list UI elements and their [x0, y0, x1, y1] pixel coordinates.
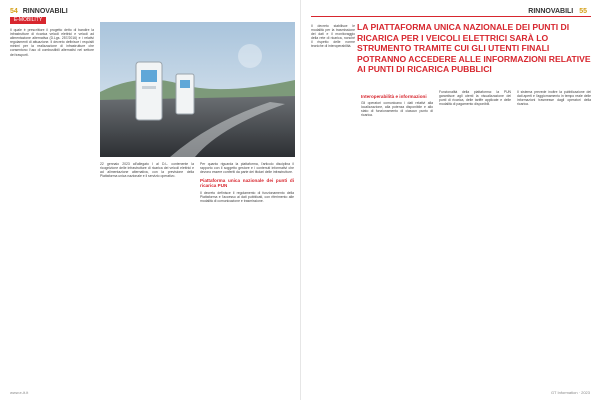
right-column-2: [439, 90, 511, 390]
right-column-3-text: Il sistema prevede inoltre la pubblicazione dei dati aperti e l'aggiornamento in tempo reale delle informazioni trasmesse dagli operatori della ricarica.: [517, 90, 591, 107]
left-column-3-text: Per quanto riguarda la piattaforma, l'articolo disciplina il rapporto con il soggetto gestore e i contenuti informativi che devono essere conferiti da parte dei titolari delle infrastrutture.: [200, 162, 294, 175]
right-column-1: [361, 90, 433, 390]
right-column-narrow-text: Il decreto stabilisce le modalità per la trasmissione dei dati e il monitoraggio della rete di ricarica, nonché il rispetto delle norme tecniche di interoperabilità.: [311, 24, 355, 49]
right-column-2-text: Funzionalità della piattaforma: la PUN garantisce agli utenti la visualizzazione dei punti di ricarica, delle tariffe applicate e delle modalità di pagamento disponibili.: [439, 90, 511, 107]
left-page-header: [10, 8, 68, 15]
left-column-2: [100, 162, 194, 390]
left-column-1: [10, 28, 94, 390]
left-column-3-text-after: Il decreto definisce il regolamento di funzionamento della Piattaforma e l'accesso ai dati pubblicati, con riferimento alle modalità di comunicazione e trasmissione.: [200, 190, 294, 203]
right-subheading: Interoperabilità e informazioni: [361, 94, 427, 99]
section-tag: E-MOBILITY: [10, 17, 46, 24]
left-column-2-text: 22 gennaio 2023 all'allegato I al D.L. contenente la ricognizione delle infrastrutture di ricarica dei veicoli elettrici e ad alimentazione alternativa, con la previsione della Piattaforma unica nazionale e il servizio operativo.: [100, 162, 194, 179]
left-footer: www.e-it.it: [10, 390, 29, 395]
header-rule: [311, 16, 591, 17]
article-pull-quote: LA PIATTAFORMA UNICA NAZIONALE DEI PUNTI DI RICARICA PER I VEICOLI ELETTRICI SARÀ LO STRUMENTO TRAMITE CUI GLI UTENTI FINALI POTRANNO ACCEDERE ALLE INFORMAZIONI RELATIVE AI PUNTI DI RICARICA PUBBLICI: [357, 22, 591, 74]
right-column-narrow: [311, 24, 355, 390]
left-column-3: [200, 162, 294, 390]
left-subheading: Piattaforma unica nazionale dei punti di ricarica PUN: [200, 178, 294, 189]
right-column-1-text: Gli operatori comunicano i dati relativi alla localizzazione, alla potenza disponibile e allo stato di funzionamento di ciascun punto di ricarica.: [361, 101, 433, 118]
left-section-label: RINNOVABILI: [22, 8, 68, 15]
right-footer: GT Information · 2023: [550, 390, 590, 395]
right-page-header: [528, 8, 590, 15]
right-column-3: [517, 90, 591, 390]
right-section-label: RINNOVABILI: [528, 8, 574, 15]
left-page-number: 54: [10, 8, 18, 15]
right-page-number: 55: [579, 8, 587, 15]
right-page: [300, 0, 600, 400]
left-column-1-text: Il quale è prescrittore il progetto detto di bandire la infrastrutture di ricarica veicoli elettrici e veicoli ad alimentazione alternativa (D.Lgs. 257/2016) e i relativi regolamenti di attuazione. Il decreto definisce i requisiti minimi per la realizzazione di infrastrutture che consentono l'uso di combustibili alternativi nel settore dei trasporti.: [10, 28, 94, 57]
charging-station-photo: [100, 22, 295, 157]
